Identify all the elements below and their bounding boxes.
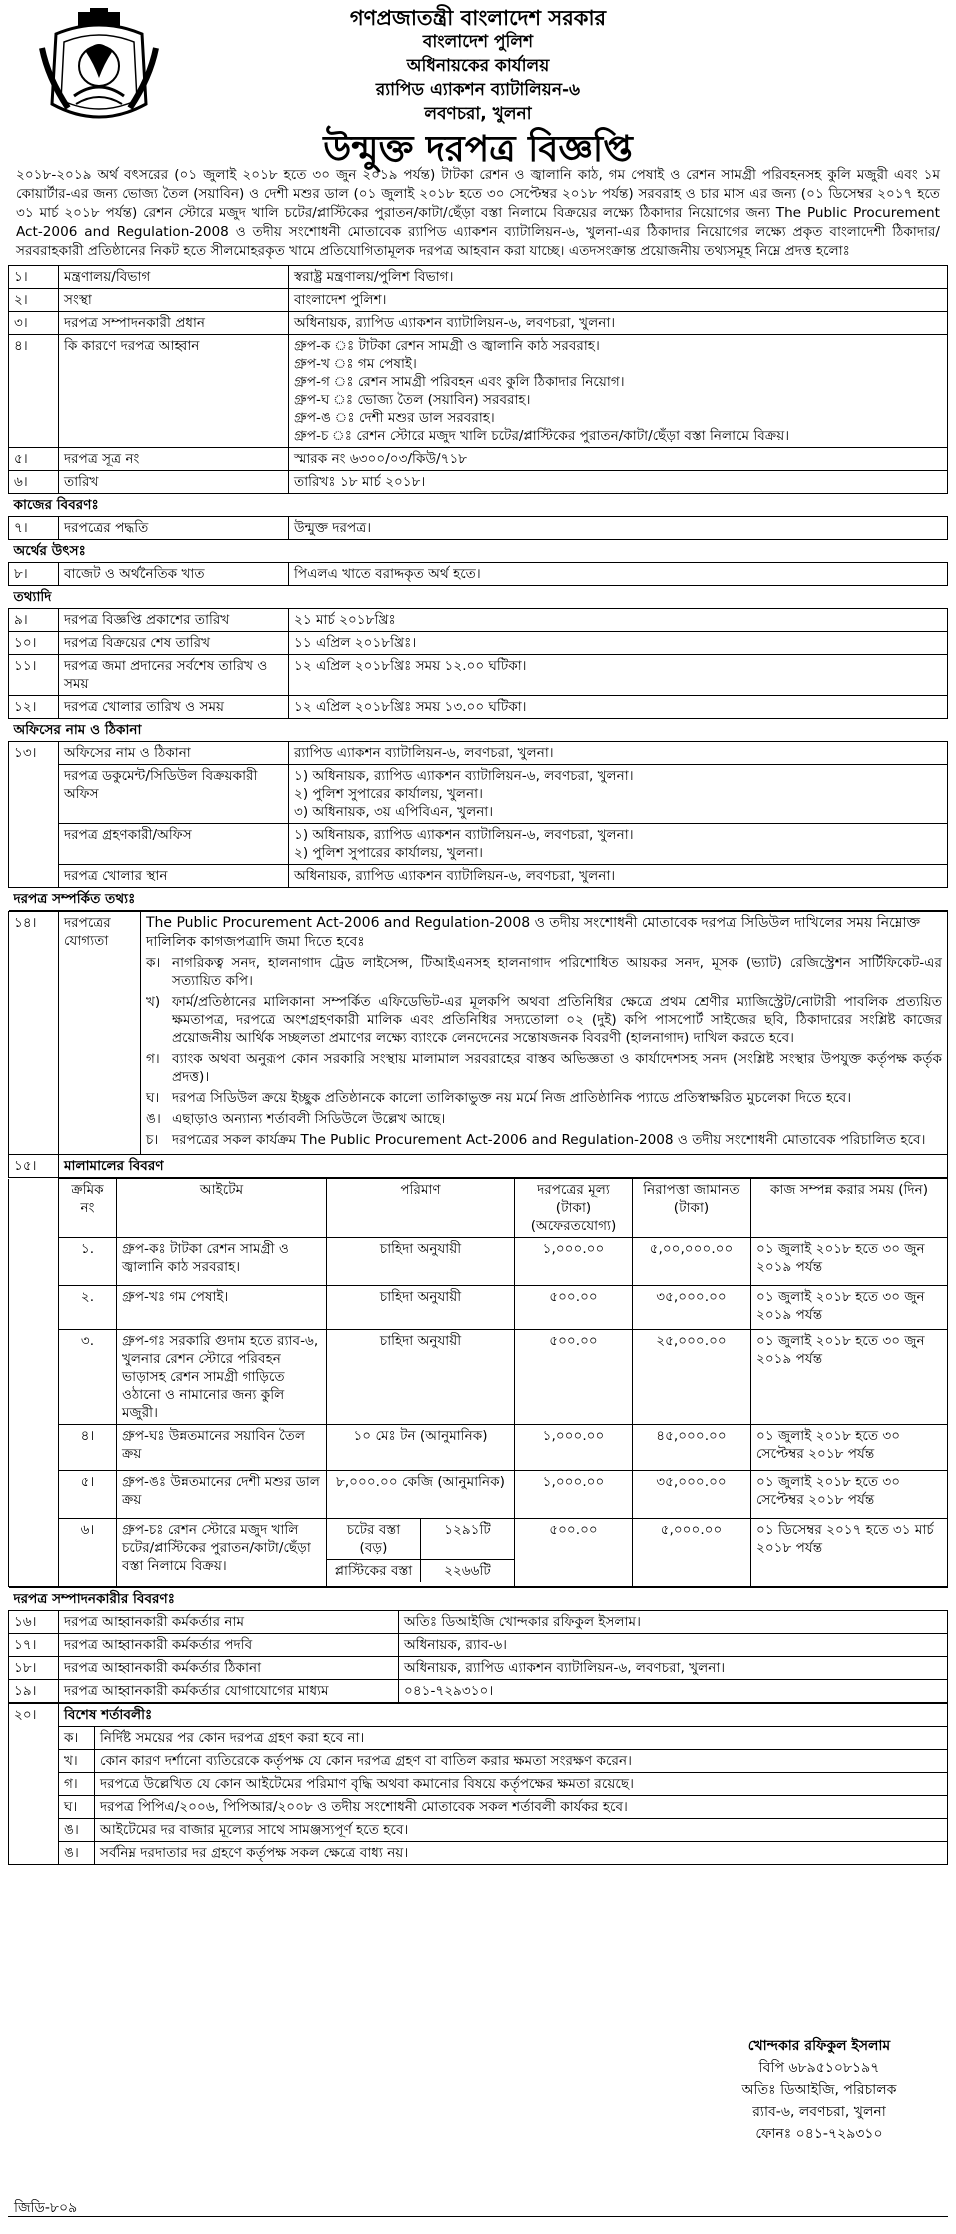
table-row — [9, 865, 948, 888]
list-item: ঙ। এছাড়াও অন্যান্য শর্তাবলী সিডিউলে উল্লেখ আছে। — [146, 1111, 446, 1127]
intro-paragraph: ২০১৮-২০১৯ অর্থ বৎসরের (০১ জুলাই ২০১৮ হতে ৩০ জুন ২০১৯ পর্যন্ত) টাটকা রেশন ও জ্বালানি কাঠ, গম পেষাই ও রেশন সামগ্রী পরিবহনসহ কুলি মজুরী এবং ১ম কোয়ার্টার-এর জন্য ভোজ্য তৈল (সয়াবিন) ও দেশী মশুর ডাল (০১ জুলাই ২০১৮ হতে ৩০ সেপ্টেম্বর ২০১৮ পর্যন্ত) সরবরাহ ও চার মাস এর জন্য (০১ ডিসেম্বর ২০১৭ হতে ৩১ মার্চ ২০১৮ পর্যন্ত) রেশন স্টোরে মজুদ খালি চটের/প্লাস্টিকের পুরাতন/কাটা/ছেঁড়া বস্তা নিলামে বিক্রয়ের লক্ষ্যে ঠিকাদার নিয়োগের জন্য The Public Procurement Act-2006 and Regulation-2008 ও তদীয় সংশোধনী মোতাবেক র‌্যাপিড এ্যাকশন ব্যাটালিয়ন-৬, খুলনা-এর ঠিকাদার নিয়োগের লক্ষ্যে প্রকৃত বাংলাদেশী ঠিকাদার/সরবরাহকারী প্রতিষ্ঠানের নিকট হতে সীলমোহরকৃত খামে প্রতিযোগিতামূলক দরপত্র আহবান করা যাচ্ছে। এতদসংক্রান্ত প্রয়োজনীয় তথ্যসমূহ নিম্নে প্রদত্ত হলোঃ — [16, 167, 940, 259]
office-name: অধিনায়কের কার্যালয় — [406, 56, 550, 76]
signature-block — [704, 2035, 934, 2145]
table-row: ১৮। দরপত্র আহ্বানকারী কর্মকর্তার ঠিকানা অধিনায়ক, র‌্যাপিড এ্যাকশন ব্যাটালিয়ন-৬, লবণচরা, খুলনা। — [9, 1657, 948, 1680]
conditions-title: বিশেষ শর্তাবলীঃ — [59, 1704, 948, 1727]
list-item: ঙ। সর্বনিম্ন দরদাতার দর গ্রহণে কর্তৃপক্ষ সকল ক্ষেত্রে বাধ্য নয়। — [9, 1842, 948, 1865]
section-heading: তথ্যাদি — [9, 586, 948, 609]
signatory-name: খোন্দকার রফিকুল ইসলাম — [747, 2038, 891, 2054]
divider — [8, 2216, 948, 2217]
table-header-row: ক্রমিক নং আইটেম পরিমাণ দরপত্রের মূল্য (টাকা) (অফেরতযোগ্য) নিরাপত্তা জামানত (টাকা) কাজ সম্পন্ন করার সময় (দিন) — [9, 1179, 948, 1238]
table-row: ৫। দরপত্র সূত্র নং স্মারক নং ৬৩০০/০৩/কিউ/৭১৮ — [9, 448, 948, 471]
table-row: ৮। বাজেট ও অর্থনৈতিক খাত পিএলএ খাতে বরাদ্দকৃত অর্থ হতে। — [9, 563, 948, 586]
row-value: অতিঃ ডিআইজি খোন্দকার রফিকুল ইসলাম। — [399, 1611, 948, 1634]
table-row: ১৯। দরপত্র আহ্বানকারী কর্মকর্তার যোগাযোগের মাধ্যম ০৪১-৭২৯৩১০। — [9, 1680, 948, 1703]
table-row: ১১। দরপত্র জমা প্রদানের সর্বশেষ তারিখ ও সময় ১২ এপ্রিল ২০১৮খ্রিঃ সময় ১২.০০ ঘটিকা। — [9, 655, 948, 696]
table-row: ৫। গ্রুপ-ঙঃ উন্নতমানের দেশী মশুর ডাল ক্রয় ৮,০০০.০০ কেজি (আনুমানিক) ১,০০০.০০ ৩৫,০০০.০০ ০১ জুলাই ২০১৮ হতে ৩০ সেপ্টেম্বর ২০১৮ পর্যন্ত — [9, 1471, 948, 1519]
row-label: অফিসের নাম ও ঠিকানা — [59, 742, 289, 765]
officer-table — [8, 1587, 948, 1703]
row-label: দরপত্র আহ্বানকারী কর্মকর্তার পদবি — [59, 1634, 399, 1657]
row-label: দরপত্র ডকুমেন্ট/সিডিউল বিক্রয়কারী অফিস — [59, 765, 289, 824]
government-seal-icon — [34, 8, 164, 130]
table-row: ১৭। দরপত্র আহ্বানকারী কর্মকর্তার পদবি অধিনায়ক, র‌্যাব-৬। — [9, 1634, 948, 1657]
government-name: গণপ্রজাতন্ত্রী বাংলাদেশ সরকার — [349, 6, 607, 30]
footer-code: জিডি-৮০৯ — [14, 2200, 78, 2216]
row-label: সংস্থা — [59, 289, 289, 312]
row-value: ১২ এপ্রিল ২০১৮খ্রিঃ সময় ১২.০০ ঘটিকা। — [289, 655, 948, 696]
goods-table — [8, 1178, 948, 1587]
section-heading: দরপত্র সম্পর্কিত তথ্যঃ — [9, 888, 948, 911]
table-row — [9, 824, 948, 865]
row-value: অধিনায়ক, র‌্যাপিড এ্যাকশন ব্যাটালিয়ন-৬, লবণচরা, খুলনা। — [289, 312, 948, 335]
list-item: খ) ফার্ম/প্রতিষ্ঠানের মালিকানা সম্পর্কিত এফিডেভিট-এর মূলকপি অথবা প্রতিনিধির ক্ষেত্রে প্রথম শ্রেণীর ম্যাজিস্ট্রেট/নোটারী পাবলিক প্রত্যয়িত ক্ষমতাপত্র, দরপত্রে অংশগ্রহণকারী মালিক এবং প্রতিনিধির সদ্যতোলা ০২ (দুই) কপি পাসপোর্ট সাইজের ছবি, ঠিকাদারের সংশ্লিষ্ট কাজের প্রয়োজনীয় আর্থিক সচ্ছলতা প্রমাণের লক্ষ্যে ব্যাংকে লেনদেনের সন্তোষজনক বিবরণী (হালনাগাদ) দাখিল করতে হবে। — [146, 994, 942, 1046]
row-value: ১) অধিনায়ক, র‌্যাপিড এ্যাকশন ব্যাটালিয়ন-৬, লবণচরা, খুলনা। ২) পুলিশ সুপারের কার্যালয়, খুলনা। ৩) অধিনায়ক, ৩য় এপিবিএন, খুলনা। — [289, 765, 948, 824]
row-value: র‌্যাপিড এ্যাকশন ব্যাটালিয়ন-৬, লবণচরা, খুলনা। — [289, 742, 948, 765]
table-row: ১৩। অফিসের নাম ও ঠিকানা র‌্যাপিড এ্যাকশন ব্যাটালিয়ন-৬, লবণচরা, খুলনা। — [9, 742, 948, 765]
row-label: দরপত্র বিক্রয়ের শেষ তারিখ — [59, 632, 289, 655]
row-label: দরপত্র সম্পাদনকারী প্রধান — [59, 312, 289, 335]
row-value: ০৪১-৭২৯৩১০। — [399, 1680, 948, 1703]
section-heading: অর্থের উৎসঃ — [9, 540, 948, 563]
signatory-phone: ফোনঃ ০৪১-৭২৯৩১০ — [755, 2126, 883, 2142]
table-row: ২০। বিশেষ শর্তাবলীঃ — [9, 1704, 948, 1727]
row-value: গ্রুপ-ক ঃ টাটকা রেশন সামগ্রী ও জ্বালানি কাঠ সরবরাহ। গ্রুপ-খ ঃ গম পেষাই। গ্রুপ-গ ঃ রেশন সামগ্রী পরিবহন এবং কুলি ঠিকাদার নিয়োগ। গ্রুপ-ঘ ঃ ভোজ্য তৈল (সয়াবিন) সরবরাহ। গ্রুপ-ঙ ঃ দেশী মশুর ডাল সরবরাহ। গ্রুপ-চ ঃ রেশন স্টোরে মজুদ খালি চটের/প্লাস্টিকের পুরাতন/কাটা/ছেঁড়া বস্তা নিলামে বিক্রয়। — [289, 335, 948, 448]
row-value: উন্মুক্ত দরপত্র। — [289, 517, 948, 540]
table-row: ১২। দরপত্র খোলার তারিখ ও সময় ১২ এপ্রিল ২০১৮খ্রিঃ সময় ১৩.০০ ঘটিকা। — [9, 696, 948, 719]
table-row: ১৪। দরপত্রের যোগ্যতা The Public Procurement Act-2006 and Regulation-2008 ও তদীয় সংশোধনী মোতাবেক দরপত্র সিডিউল দাখিলের সময় নিম্নোক্ত দালিলিক কাগজপত্রাদি জমা দিতে হবেঃ ক। নাগরিকত্ব সনদ, হালনাগাদ ট্রেড লাইসেন্স, টিআইএনসহ হালনাগাদ পরিশোধিত আয়কর সনদ, মূসক (ভ্যাট) রেজিস্ট্রেশন সার্টিফিকেট-এর সত্যায়িত কপি। খ) ফার্ম/প্রতিষ্ঠানের মালিকানা সম্পর্কিত এফিডেভিট-এর মূলকপি অথবা প্রতিনিধির ক্ষেত্রে প্রথম শ্রেণীর ম্যাজিস্ট্রেট/নোটারী পাবলিক প্রত্যয়িত ক্ষমতাপত্র, দরপত্রে অংশগ্রহণকারী মালিক এবং প্রতিনিধির সদ্যতোলা ০২ (দুই) কপি পাসপোর্ট সাইজের ছবি, ঠিকাদারের সংশ্লিষ্ট কাজের প্রয়োজনীয় আর্থিক সচ্ছলতা প্রমাণের লক্ষ্যে ব্যাংকে লেনদেনের সন্তোষজনক বিবরণী (হালনাগাদ) দাখিল করতে হবে। গ। ব্যাংক অথবা অনুরূপ কোন সরকারি সংস্থায় মালামাল সরবরাহের বাস্তব অভিজ্ঞতা ও কার্যাদেশসহ সনদ (সংশ্লিষ্ট সংস্থার উপযুক্ত কর্তৃপক্ষ কর্তৃক প্রদত্ত)। ঘ। দরপত্র সিডিউল ক্রয়ে ইচ্ছুক প্রতিষ্ঠানকে কালো তালিকাভুক্ত নয় মর্মে নিজ প্রাতিষ্ঠানিক প্যাডে প্রতিস্বাক্ষরিত মুচলেকা দিতে হবে। ঙ। এছাড়াও অন্যান্য শর্তাবলী সিডিউলে উল্লেখ আছে। চ। দরপত্রের সকল কার্যক্রম The Public Procurement Act-2006 and Regulation-2008 ও তদীয় সংশোধনী মোতাবেক পরিচালিত হবে। — [9, 912, 948, 1155]
table-row: ২। সংস্থা বাংলাদেশ পুলিশ। — [9, 289, 948, 312]
eligibility-list: The Public Procurement Act-2006 and Regulation-2008 ও তদীয় সংশোধনী মোতাবেক দরপত্র সিডিউল দাখিলের সময় নিম্নোক্ত দালিলিক কাগজপত্রাদি জমা দিতে হবেঃ ক। নাগরিকত্ব সনদ, হালনাগাদ ট্রেড লাইসেন্স, টিআইএনসহ হালনাগাদ পরিশোধিত আয়কর সনদ, মূসক (ভ্যাট) রেজিস্ট্রেশন সার্টিফিকেট-এর সত্যায়িত কপি। খ) ফার্ম/প্রতিষ্ঠানের মালিকানা সম্পর্কিত এফিডেভিট-এর মূলকপি অথবা প্রতিনিধির ক্ষেত্রে প্রথম শ্রেণীর ম্যাজিস্ট্রেট/নোটারী পাবলিক প্রত্যয়িত ক্ষমতাপত্র, দরপত্রে অংশগ্রহণকারী মালিক এবং প্রতিনিধির সদ্যতোলা ০২ (দুই) কপি পাসপোর্ট সাইজের ছবি, ঠিকাদারের সংশ্লিষ্ট কাজের প্রয়োজনীয় আর্থিক সচ্ছলতা প্রমাণের লক্ষ্যে ব্যাংকে লেনদেনের সন্তোষজনক বিবরণী (হালনাগাদ) দাখিল করতে হবে। গ। ব্যাংক অথবা অনুরূপ কোন সরকারি সংস্থায় মালামাল সরবরাহের বাস্তব অভিজ্ঞতা ও কার্যাদেশসহ সনদ (সংশ্লিষ্ট সংস্থার উপযুক্ত কর্তৃপক্ষ কর্তৃক প্রদত্ত)। ঘ। দরপত্র সিডিউল ক্রয়ে ইচ্ছুক প্রতিষ্ঠানকে কালো তালিকাভুক্ত নয় মর্মে নিজ প্রাতিষ্ঠানিক প্যাডে প্রতিস্বাক্ষরিত মুচলেকা দিতে হবে। ঙ। এছাড়াও অন্যান্য শর্তাবলী সিডিউলে উল্লেখ আছে। চ। দরপত্রের সকল কার্যক্রম The Public Procurement Act-2006 and Regulation-2008 ও তদীয় সংশোধনী মোতাবেক পরিচালিত হবে। — [141, 912, 948, 1155]
row-value: অধিনায়ক, র‌্যাপিড এ্যাকশন ব্যাটালিয়ন-৬, লবণচরা, খুলনা। — [399, 1657, 948, 1680]
row-label: দরপত্র খোলার তারিখ ও সময় — [59, 696, 289, 719]
row-label: দরপত্রের পদ্ধতি — [59, 517, 289, 540]
table-row: ১. গ্রুপ-কঃ টাটকা রেশন সামগ্রী ও জ্বালানি কাঠ সরবরাহ। চাহিদা অনুযায়ী ১,০০০.০০ ৫,০০,০০০.০০ ০১ জুলাই ২০১৮ হতে ৩০ জুন ২০১৯ পর্যন্ত — [9, 1238, 948, 1286]
table-row: ৬। গ্রুপ-চঃ রেশন স্টোরে মজুদ খালি চটের/প্লাস্টিকের পুরাতন/কাটা/ছেঁড়া বস্তা নিলামে বিক্রয়। চটের বস্তা (বড়) ১২৯১টি প্লাস্টিকের বস্তা ২২৬৬টি ৫০০.০০ ৫,০০০.০০ ০১ ডিসেম্বর ২০১৭ হতে ৩১ মার্চ ২০১৮ পর্যন্ত — [9, 1519, 948, 1587]
row-value: ১২ এপ্রিল ২০১৮খ্রিঃ সময় ১৩.০০ ঘটিকা। — [289, 696, 948, 719]
table-row: ১০। দরপত্র বিক্রয়ের শেষ তারিখ ১১ এপ্রিল ২০১৮খ্রিঃ। — [9, 632, 948, 655]
table-row: ১। মন্ত্রণালয়/বিভাগ স্বরাষ্ট্র মন্ত্রণালয়/পুলিশ বিভাগ। — [9, 266, 948, 289]
section-heading: অফিসের নাম ও ঠিকানা — [9, 719, 948, 742]
signatory-rank: অতিঃ ডিআইজি, পরিচালক — [741, 2082, 897, 2098]
table-row: ৩। দরপত্র সম্পাদনকারী প্রধান অধিনায়ক, র‌্যাপিড এ্যাকশন ব্যাটালিয়ন-৬, লবণচরা, খুলনা। — [9, 312, 948, 335]
row-value: ১) অধিনায়ক, র‌্যাপিড এ্যাকশন ব্যাটালিয়ন-৬, লবণচরা, খুলনা। ২) পুলিশ সুপারের কার্যালয়, খুলনা। — [289, 824, 948, 865]
department-name: বাংলাদেশ পুলিশ — [422, 32, 534, 52]
signatory-address: র‌্যাব-৬, লবণচরা, খুলনা — [752, 2104, 886, 2120]
row-label: দরপত্র সূত্র নং — [59, 448, 289, 471]
signatory-bp: বিপি ৬৮৯৫১০৮১৯৭ — [758, 2060, 880, 2076]
table-row: ৯। দরপত্র বিজ্ঞপ্তি প্রকাশের তারিখ ২১ মার্চ ২০১৮খ্রিঃ — [9, 609, 948, 632]
location: লবণচরা, খুলনা — [424, 104, 532, 124]
letterhead — [8, 0, 948, 170]
row-label: কি কারণে দরপত্র আহ্বান — [59, 335, 289, 448]
row-value: অধিনায়ক, র‌্যাপিড এ্যাকশন ব্যাটালিয়ন-৬, লবণচরা, খুলনা। — [289, 865, 948, 888]
goods-title: মালামালের বিবরণ — [59, 1155, 948, 1178]
list-item: গ। ব্যাংক অথবা অনুরূপ কোন সরকারি সংস্থায় মালামাল সরবরাহের বাস্তব অভিজ্ঞতা ও কার্যাদেশসহ সনদ (সংশ্লিষ্ট সংস্থার উপযুক্ত কর্তৃপক্ষ কর্তৃক প্রদত্ত)। — [146, 1051, 942, 1085]
table-row: ৪। গ্রুপ-ঘঃ উন্নতমানের সয়াবিন তৈল ক্রয় ১০ মেঃ টন (আনুমানিক) ১,০০০.০০ ৪৫,০০০.০০ ০১ জুলাই ২০১৮ হতে ৩০ সেপ্টেম্বর ২০১৮ পর্যন্ত — [9, 1425, 948, 1471]
row-value: বাংলাদেশ পুলিশ। — [289, 289, 948, 312]
list-item: ক। নাগরিকত্ব সনদ, হালনাগাদ ট্রেড লাইসেন্স, টিআইএনসহ হালনাগাদ পরিশোধিত আয়কর সনদ, মূসক (ভ্যাট) রেজিস্ট্রেশন সার্টিফিকেট-এর সত্যায়িত কপি। — [146, 955, 942, 989]
list-item: ঙ। আইটেমের দর বাজার মূল্যের সাথে সামঞ্জস্যপূর্ণ হতে হবে। — [9, 1819, 948, 1842]
row-label: দরপত্র গ্রহণকারী/অফিস — [59, 824, 289, 865]
list-item: ঘ। দরপত্র সিডিউল ক্রয়ে ইচ্ছুক প্রতিষ্ঠানকে কালো তালিকাভুক্ত নয় মর্মে নিজ প্রাতিষ্ঠানিক প্যাডে প্রতিস্বাক্ষরিত মুচলেকা দিতে হবে। — [146, 1090, 852, 1106]
row-value: ১১ এপ্রিল ২০১৮খ্রিঃ। — [289, 632, 948, 655]
row-label: দরপত্র আহ্বানকারী কর্মকর্তার ঠিকানা — [59, 1657, 399, 1680]
table-row: ৪। কি কারণে দরপত্র আহ্বান গ্রুপ-ক ঃ টাটকা রেশন সামগ্রী ও জ্বালানি কাঠ সরবরাহ। গ্রুপ-খ ঃ গম পেষাই। গ্রুপ-গ ঃ রেশন সামগ্রী পরিবহন এবং কুলি ঠিকাদার নিয়োগ। গ্রুপ-ঘ ঃ ভোজ্য তৈল (সয়াবিন) সরবরাহ। গ্রুপ-ঙ ঃ দেশী মশুর ডাল সরবরাহ। গ্রুপ-চ ঃ রেশন স্টোরে মজুদ খালি চটের/প্লাস্টিকের পুরাতন/কাটা/ছেঁড়া বস্তা নিলামে বিক্রয়। — [9, 335, 948, 448]
info-table — [8, 265, 948, 911]
row-value: অধিনায়ক, র‌্যাব-৬। — [399, 1634, 948, 1657]
table-row: ১৫। মালামালের বিবরণ — [9, 1155, 948, 1178]
eligibility-table — [8, 911, 948, 1178]
table-row: ৭। দরপত্রের পদ্ধতি উন্মুক্ত দরপত্র। — [9, 517, 948, 540]
row-label: দরপত্র আহ্বানকারী কর্মকর্তার যোগাযোগের মাধ্যম — [59, 1680, 399, 1703]
row-label: বাজেট ও অর্থনৈতিক খাত — [59, 563, 289, 586]
notice-title: উন্মুক্ত দরপত্র বিজ্ঞপ্তি — [323, 129, 633, 170]
list-item: ঘ। দরপত্র পিপিএ/২০০৬, পিপিআর/২০০৮ ও তদীয় সংশোধনী মোতাবেক সকল শর্তাবলী কার্যকর হবে। — [9, 1796, 948, 1819]
list-item: খ। কোন কারণ দর্শানো ব্যতিরেকে কর্তৃপক্ষ যে কোন দরপত্র গ্রহণ বা বাতিল করার ক্ষমতা সংরক্ষণ করেন। — [9, 1750, 948, 1773]
unit-name: র‌্যাপিড এ্যাকশন ব্যাটালিয়ন-৬ — [375, 80, 581, 100]
row-value: ২১ মার্চ ২০১৮খ্রিঃ — [289, 609, 948, 632]
row-label: দরপত্র আহ্বানকারী কর্মকর্তার নাম — [59, 1611, 399, 1634]
row-label: দরপত্রের যোগ্যতা — [59, 912, 141, 1155]
row-label: মন্ত্রণালয়/বিভাগ — [59, 266, 289, 289]
row-value: স্মারক নং ৬৩০০/০৩/কিউ/৭১৮ — [289, 448, 948, 471]
row-value: স্বরাষ্ট্র মন্ত্রণালয়/পুলিশ বিভাগ। — [289, 266, 948, 289]
table-row: ১৬। দরপত্র আহ্বানকারী কর্মকর্তার নাম অতিঃ ডিআইজি খোন্দকার রফিকুল ইসলাম। — [9, 1611, 948, 1634]
list-item: ক। নির্দিষ্ট সময়ের পর কোন দরপত্র গ্রহণ করা হবে না। — [9, 1727, 948, 1750]
row-label: দরপত্র বিজ্ঞপ্তি প্রকাশের তারিখ — [59, 609, 289, 632]
row-label: তারিখ — [59, 471, 289, 494]
list-item: চ। দরপত্রের সকল কার্যক্রম The Public Procurement Act-2006 and Regulation-2008 ও তদীয় সংশোধনী মোতাবেক পরিচালিত হবে। — [146, 1132, 926, 1148]
section-heading: কাজের বিবরণঃ — [9, 494, 948, 517]
table-row — [9, 765, 948, 824]
list-item: গ। দরপত্রে উল্লেখিত যে কোন আইটেমের পরিমাণ বৃদ্ধি অথবা কমানোর বিষয়ে কর্তৃপক্ষের ক্ষমতা রয়েছে। — [9, 1773, 948, 1796]
row-label: দরপত্র জমা প্রদানের সর্বশেষ তারিখ ও সময় — [59, 655, 289, 696]
table-row: ৩. গ্রুপ-গঃ সরকারি গুদাম হতে র‌্যাব-৬, খুলনার রেশন স্টোরে পরিবহন ভাড়াসহ রেশন সামগ্রী গাড়িতে ওঠানো ও নামানোর জন্য কুলি মজুরী। চাহিদা অনুযায়ী ৫০০.০০ ২৫,০০০.০০ ০১ জুলাই ২০১৮ হতে ৩০ জুন ২০১৯ পর্যন্ত — [9, 1330, 948, 1425]
row-label: দরপত্র খোলার স্থান — [59, 865, 289, 888]
table-row: ২. গ্রুপ-খঃ গম পেষাই। চাহিদা অনুযায়ী ৫০০.০০ ৩৫,০০০.০০ ০১ জুলাই ২০১৮ হতে ৩০ জুন ২০১৯ পর্যন্ত — [9, 1286, 948, 1330]
row-value: পিএলএ খাতে বরাদ্দকৃত অর্থ হতে। — [289, 563, 948, 586]
row-value: তারিখঃ ১৮ মার্চ ২০১৮। — [289, 471, 948, 494]
conditions-table — [8, 1703, 948, 1865]
section-heading: দরপত্র সম্পাদনকারীর বিবরণঃ — [9, 1588, 948, 1611]
table-row: ৬। তারিখ তারিখঃ ১৮ মার্চ ২০১৮। — [9, 471, 948, 494]
